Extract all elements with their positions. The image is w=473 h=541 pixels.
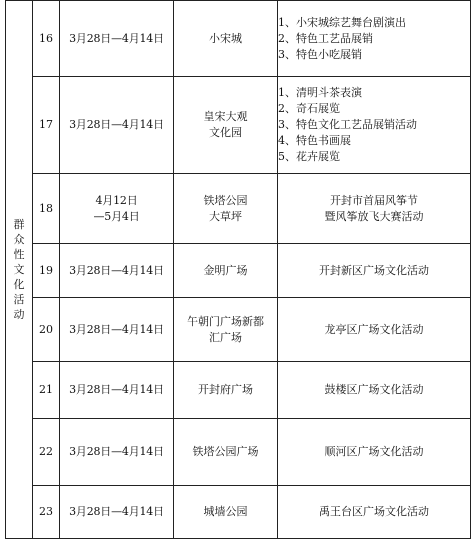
activities-cell bbox=[278, 419, 471, 486]
venue-cell bbox=[174, 174, 278, 244]
row-number: 18 bbox=[33, 174, 60, 244]
category-label: 群众性文化活动 bbox=[13, 217, 25, 321]
venue-line: 大草坪 bbox=[209, 209, 242, 223]
date-range: 4月12日 —5月4日 bbox=[60, 174, 174, 244]
activity-item: 鼓楼区广场文化活动 bbox=[324, 383, 424, 396]
table-row bbox=[6, 486, 471, 539]
venue-cell bbox=[174, 244, 278, 298]
table-row bbox=[6, 174, 471, 244]
activities-cell bbox=[278, 77, 471, 174]
row-number: 21 bbox=[33, 362, 60, 419]
schedule-table bbox=[5, 0, 471, 539]
activity-item: 2、特色工艺品展销 bbox=[278, 31, 373, 45]
activities-cell bbox=[278, 244, 471, 298]
venue-cell bbox=[174, 486, 278, 539]
activity-item: 开封新区广场文化活动 bbox=[319, 263, 429, 277]
venue-line: 皇宋大观 bbox=[203, 110, 248, 123]
activities-cell bbox=[278, 298, 471, 362]
table-row bbox=[6, 362, 471, 419]
date-range: 3月28日—4月14日 bbox=[60, 419, 174, 486]
venue-line: 开封府广场 bbox=[198, 383, 253, 396]
row-number: 22 bbox=[33, 419, 60, 486]
activities-cell bbox=[278, 486, 471, 539]
table-row bbox=[6, 298, 471, 362]
venue-line: 午朝门广场新都 bbox=[187, 314, 264, 328]
venue-cell bbox=[174, 298, 278, 362]
activities-cell bbox=[278, 1, 471, 77]
date-range: 3月28日—4月14日 bbox=[60, 362, 174, 419]
activity-item: 4、特色书画展 bbox=[278, 134, 351, 147]
table-row bbox=[6, 77, 471, 174]
activity-item: 1、小宋城综艺舞台剧演出 bbox=[278, 15, 406, 29]
venue-line: 汇广场 bbox=[209, 330, 242, 344]
venue-line: 铁塔公园 bbox=[203, 193, 248, 207]
activity-item: 3、特色文化工艺品展销活动 bbox=[278, 118, 417, 131]
table-row bbox=[6, 244, 471, 298]
table-row bbox=[6, 1, 471, 77]
activities-cell bbox=[278, 362, 471, 419]
date-range: 3月28日—4月14日 bbox=[60, 1, 174, 77]
row-number: 19 bbox=[33, 244, 60, 298]
row-number: 16 bbox=[33, 1, 60, 77]
activity-item: 1、清明斗茶表演 bbox=[278, 86, 362, 99]
venue-line: 铁塔公园广场 bbox=[192, 445, 259, 458]
activity-item: 暨风筝放飞大赛活动 bbox=[324, 209, 424, 223]
date-range: 3月28日—4月14日 bbox=[60, 244, 174, 298]
venue-line: 城墙公园 bbox=[203, 505, 248, 518]
venue-cell bbox=[174, 1, 278, 77]
venue-cell bbox=[174, 362, 278, 419]
venue-line: 文化园 bbox=[209, 126, 242, 139]
category-cell bbox=[6, 1, 33, 539]
activity-item: 开封市首届风筝节 bbox=[330, 193, 418, 207]
activity-item: 5、花卉展览 bbox=[278, 150, 340, 163]
venue-cell bbox=[174, 419, 278, 486]
activity-item: 3、特色小吃展销 bbox=[278, 47, 362, 61]
venue-cell bbox=[174, 77, 278, 174]
row-number: 17 bbox=[33, 77, 60, 174]
table-row bbox=[6, 419, 471, 486]
date-range: 3月28日—4月14日 bbox=[60, 77, 174, 174]
schedule-body bbox=[6, 1, 471, 539]
row-number: 23 bbox=[33, 486, 60, 539]
activities-cell bbox=[278, 174, 471, 244]
activity-item: 顺河区广场文化活动 bbox=[324, 445, 424, 458]
activity-item: 2、奇石展览 bbox=[278, 102, 340, 115]
row-number: 20 bbox=[33, 298, 60, 362]
venue-line: 金明广场 bbox=[203, 263, 248, 277]
venue-line: 小宋城 bbox=[209, 31, 242, 45]
date-range: 3月28日—4月14日 bbox=[60, 486, 174, 539]
activity-item: 禹王台区广场文化活动 bbox=[319, 505, 429, 518]
date-range: 3月28日—4月14日 bbox=[60, 298, 174, 362]
activity-item: 龙亭区广场文化活动 bbox=[324, 322, 424, 336]
